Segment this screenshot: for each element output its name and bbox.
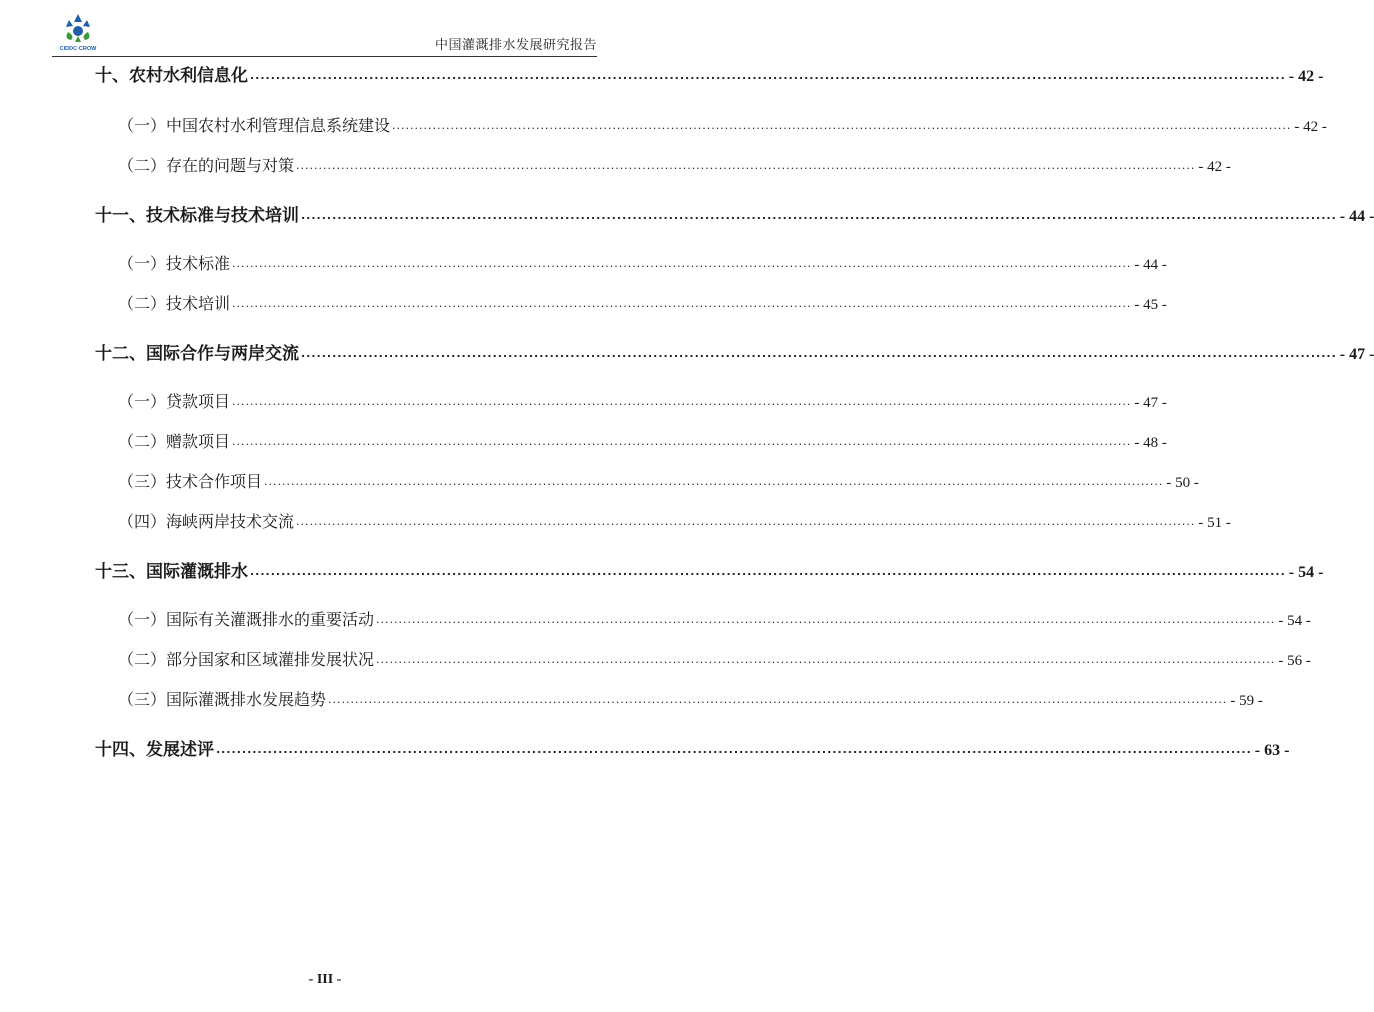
toc-entry[interactable] <box>118 508 1231 532</box>
toc-dot-leader: ........................................................................................................................................................................................................ <box>264 475 1164 488</box>
report-title: 中国灌溉排水发展研究报告 <box>434 38 597 53</box>
toc-entry-page-number: - 56 - <box>1278 653 1311 669</box>
toc-entry-page-number: - 54 - <box>1278 613 1311 629</box>
toc-dot-leader: ........................................................................................................................................................................................................ <box>296 515 1196 528</box>
toc-dot-leader: ........................................................................................................................................................................................................ <box>301 209 1337 222</box>
toc-entry[interactable] <box>118 152 1231 176</box>
page-header <box>52 12 597 52</box>
toc-entry[interactable] <box>95 62 1324 86</box>
toc-entry-page-number: - 42 - <box>1198 159 1231 175</box>
toc-entry-title: （二）技术培训 <box>118 294 231 313</box>
toc-entry[interactable] <box>118 112 1327 136</box>
toc-dot-leader: ........................................................................................................................................................................................................ <box>216 743 1252 756</box>
toc-entry-title: （二）部分国家和区域灌排发展状况 <box>118 650 375 669</box>
toc-dot-leader: ........................................................................................................................................................................................................ <box>376 613 1276 626</box>
toc-entry-title: （三）国际灌溉排水发展趋势 <box>118 690 327 709</box>
toc-dot-leader: ........................................................................................................................................................................................................ <box>232 257 1132 270</box>
toc-dot-leader: ........................................................................................................................................................................................................ <box>232 297 1132 310</box>
toc-entry-page-number: - 59 - <box>1230 693 1263 709</box>
toc-entry-page-number: - 42 - <box>1288 68 1324 85</box>
toc-entry-title: （二）赠款项目 <box>118 432 231 451</box>
toc-entry-title: 十四、发展述评 <box>95 740 214 760</box>
toc-entry-page-number: - 54 - <box>1288 564 1324 581</box>
toc-dot-leader: ........................................................................................................................................................................................................ <box>392 119 1292 132</box>
toc-entry[interactable] <box>118 606 1311 630</box>
toc-entry-page-number: - 44 - <box>1339 208 1374 225</box>
toc-dot-leader: ........................................................................................................................................................................................................ <box>296 159 1196 172</box>
toc-dot-leader: ........................................................................................................................................................................................................ <box>328 693 1228 706</box>
toc-entry-page-number: - 47 - <box>1134 395 1167 411</box>
toc-entry-page-number: - 63 - <box>1254 742 1290 759</box>
toc-entry[interactable] <box>118 428 1167 452</box>
toc-entry[interactable] <box>118 686 1263 710</box>
toc-entry-title: （一）中国农村水利管理信息系统建设 <box>118 116 391 135</box>
page-number: - III - <box>308 972 342 987</box>
toc-entry-title: （一）国际有关灌溉排水的重要活动 <box>118 610 375 629</box>
toc-entry-title: （一）贷款项目 <box>118 392 231 411</box>
toc-entry[interactable] <box>118 646 1311 670</box>
toc-entry[interactable] <box>118 250 1167 274</box>
toc-entry-title: （四）海峡两岸技术交流 <box>118 512 295 531</box>
toc-entry-page-number: - 48 - <box>1134 435 1167 451</box>
toc-entry-title: 十二、国际合作与两岸交流 <box>95 344 299 364</box>
logo-text: CIDDC·CROW <box>59 46 97 52</box>
toc-dot-leader: ........................................................................................................................................................................................................ <box>250 69 1286 82</box>
toc-dot-leader: ........................................................................................................................................................................................................ <box>301 347 1337 360</box>
toc-dot-leader: ........................................................................................................................................................................................................ <box>250 565 1286 578</box>
toc-entry[interactable] <box>95 736 1290 760</box>
toc-entry-title: 十、农村水利信息化 <box>95 66 248 86</box>
toc-entry-title: （二）存在的问题与对策 <box>118 156 295 175</box>
header-divider <box>52 56 597 57</box>
toc-dot-leader: ........................................................................................................................................................................................................ <box>232 435 1132 448</box>
toc-entry-page-number: - 50 - <box>1166 475 1199 491</box>
toc-entry-page-number: - 42 - <box>1294 119 1327 135</box>
toc-entry-title: （一）技术标准 <box>118 254 231 273</box>
toc-entry[interactable] <box>95 202 1374 226</box>
toc-dot-leader: ........................................................................................................................................................................................................ <box>376 653 1276 666</box>
toc-entry[interactable] <box>118 290 1167 314</box>
toc-entry-page-number: - 44 - <box>1134 257 1167 273</box>
toc-entry-title: 十三、国际灌溉排水 <box>95 562 248 582</box>
toc-entry-page-number: - 51 - <box>1198 515 1231 531</box>
toc-entry-title: 十一、技术标准与技术培训 <box>95 206 299 226</box>
toc-dot-leader: ........................................................................................................................................................................................................ <box>232 395 1132 408</box>
toc-entry[interactable] <box>95 558 1324 582</box>
toc-entry[interactable] <box>95 340 1374 364</box>
toc-entry-page-number: - 45 - <box>1134 297 1167 313</box>
toc-entry-title: （三）技术合作项目 <box>118 472 263 491</box>
organization-logo <box>52 12 104 52</box>
toc-entry-page-number: - 47 - <box>1339 346 1374 363</box>
toc-entry[interactable] <box>118 388 1167 412</box>
toc-entry[interactable] <box>118 468 1199 492</box>
